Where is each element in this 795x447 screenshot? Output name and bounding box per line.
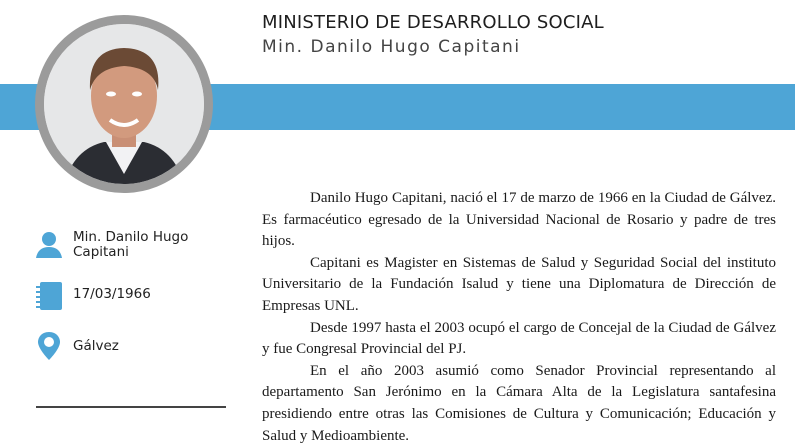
biography	[262, 188, 776, 447]
info-name	[35, 230, 223, 260]
notebook-icon	[35, 281, 63, 311]
page-subtitle: Min. Danilo Hugo Capitani	[262, 37, 521, 57]
info-name-text: Min. Danilo Hugo Capitani	[73, 229, 189, 260]
bio-paragraph: Capitani es Magister en Sistemas de Salud y Seguridad Social del instituto Universitario de la Fundación Isalud y tiene una Diplomatura de Dirección de Empresas UNL.	[262, 254, 776, 314]
location-pin-icon	[35, 331, 63, 361]
bio-paragraph: Desde 1997 hasta el 2003 ocupó el cargo de Concejal de la Ciudad de Gálvez y fue Congresal Provincial del PJ.	[262, 319, 776, 358]
info-location-text: Gálvez	[73, 338, 119, 354]
divider	[36, 406, 226, 408]
info-birthdate	[35, 281, 223, 311]
bio-paragraph: Danilo Hugo Capitani, nació el 17 de marzo de 1966 en la Ciudad de Gálvez. Es farmacéutico egresado de la Universidad Nacional de Rosario y padre de tres hijos.	[262, 190, 776, 250]
bio-paragraph: En el año 2003 asumió como Senador Provincial representando al departamento San Jerónimo en la Cámara Alta de la Legislatura santafesina presidiendo entre otras las Comisiones de Cultura y Comunicación; Educación y Salud y Medioambiente.	[262, 362, 776, 444]
profile-photo	[35, 15, 213, 193]
info-birthdate-text: 17/03/1966	[73, 286, 151, 302]
page-title: MINISTERIO DE DESARROLLO SOCIAL	[262, 12, 604, 33]
info-location	[35, 331, 223, 361]
person-icon	[35, 230, 63, 260]
